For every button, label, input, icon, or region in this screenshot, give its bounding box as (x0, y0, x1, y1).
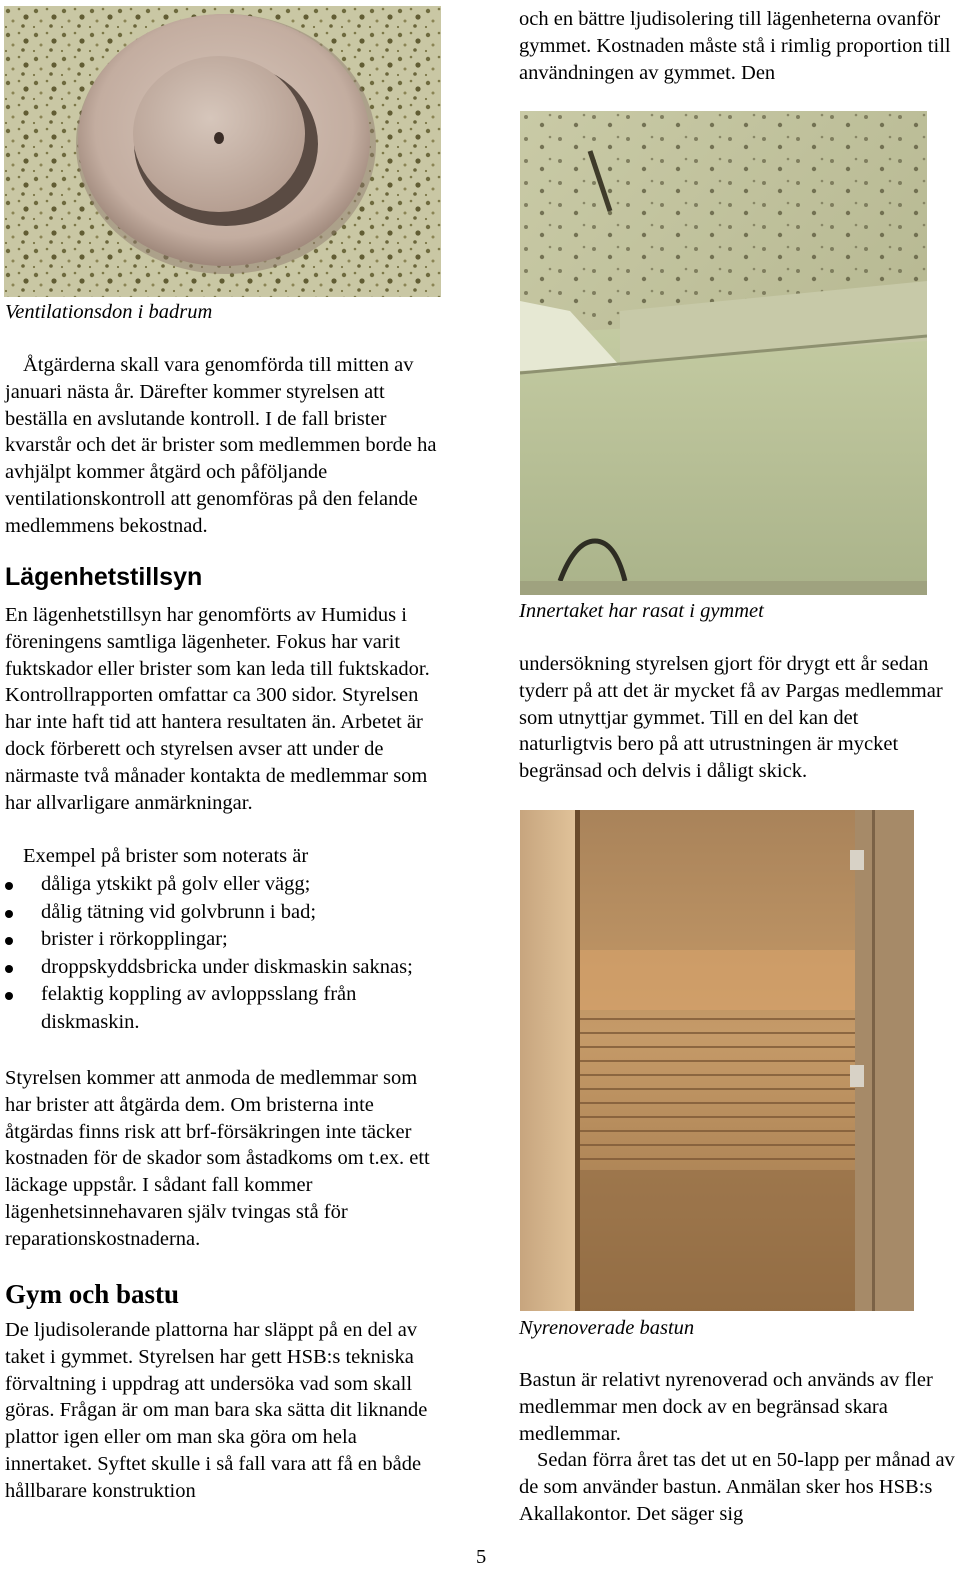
caption-vent: Ventilationsdon i badrum (5, 301, 213, 323)
gym-photo (520, 111, 927, 595)
paragraph-right-mid: undersökning styrelsen gjort för drygt ett år sedan tyderr på att det är mycket få av Pargas medlemmar som utnyttjar gymmet. Till en del kan det naturligtvis bero på att utrustningen är mycket begränsad och delvis i dåligt skick. (519, 653, 943, 783)
list-item: brister i rörkopplingar; (3, 926, 433, 954)
paragraph-bastu: Bastun är relativt nyrenoverad och används av fler medlemmar men dock av en begränsad skara medlemmar. (519, 1369, 933, 1445)
paragraph-lagenhetstillsyn: En lägenhetstillsyn har genomförts av Humidus i föreningens samtliga lägenheter. Fokus har varit fuktskador eller brister som kan leda till fuktskador. Kontrollrapporten omfattar ca 300 sidor. Styrelsen har inte haft tid att hantera resultaten än. Arbetet är dock förberett och styrelsen avser att under de närmaste två månader kontakta de medlemmar som har allvarligare anmärkningar. (5, 604, 430, 814)
list-intro: Exempel på brister som noterats är (23, 845, 309, 867)
paragraph-styrelsen: Styrelsen kommer att anmoda de medlemmar som har brister att åtgärda dem. Om bristerna inte åtgärdas finns risk att brf-försäkringen inte täcker kostnaden för de skador som åstadkoms om t.ex. ett läckage uppstår. I sådant fall kommer lägenhetsinnehavaren själv tvingas stå för reparationskostnaderna. (5, 1067, 430, 1250)
vent-image (4, 6, 441, 297)
list-item: droppskyddsbricka under diskmaskin saknas; (3, 954, 433, 982)
paragraph-bastu-avgift: Sedan förra året tas det ut en 50-lapp per månad av de som använder bastun. Anmälan sker hos HSB:s Akallakontor. Det säger sig (519, 1449, 955, 1525)
paragraph-gym: De ljudisolerande plattorna har släppt på en del av taket i gymmet. Styrelsen har gett HSB:s tekniska förvaltning i uppdrag att undersöka vad som skall göras. Frågan är om man bara ska sätta dit liknande plattor igen eller om man ska göra om hela innertaket. Syftet skulle i så fall vara att få en både hållbarare konstruktion (5, 1319, 428, 1502)
heading-lagenhetstillsyn: Lägenhetstillsyn (5, 563, 203, 591)
caption-gym: Innertaket har rasat i gymmet (519, 600, 764, 622)
defects-list (3, 871, 433, 1036)
list-item: dåliga ytskikt på golv eller vägg; (3, 871, 433, 899)
gym-image (520, 111, 927, 595)
sauna-image (520, 810, 914, 1311)
list-item: felaktig koppling av avloppsslang från diskmaskin. (3, 981, 433, 1036)
heading-gym-bastu: Gym och bastu (5, 1279, 180, 1309)
paragraph-ventilation: Åtgärderna skall vara genomförda till mitten av januari nästa år. Därefter kommer styrelsen att beställa en avslutande kontroll. I de fall brister kvarstår och det är brister som medlemmen borde ha avhjälpt kommer åtgärd och påföljande ventilationskontroll att genomföras på den felande medlemmens bekostnad. (5, 354, 437, 537)
caption-sauna: Nyrenoverade bastun (519, 1317, 695, 1339)
list-item: dålig tätning vid golvbrunn i bad; (3, 899, 433, 927)
sauna-photo (520, 810, 914, 1311)
page-number: 5 (476, 1546, 487, 1568)
vent-photo (4, 6, 441, 297)
paragraph-right-top: och en bättre ljudisolering till lägenheterna ovanför gymmet. Kostnaden måste stå i rimlig proportion till användningen av gymmet. Den (519, 8, 951, 84)
